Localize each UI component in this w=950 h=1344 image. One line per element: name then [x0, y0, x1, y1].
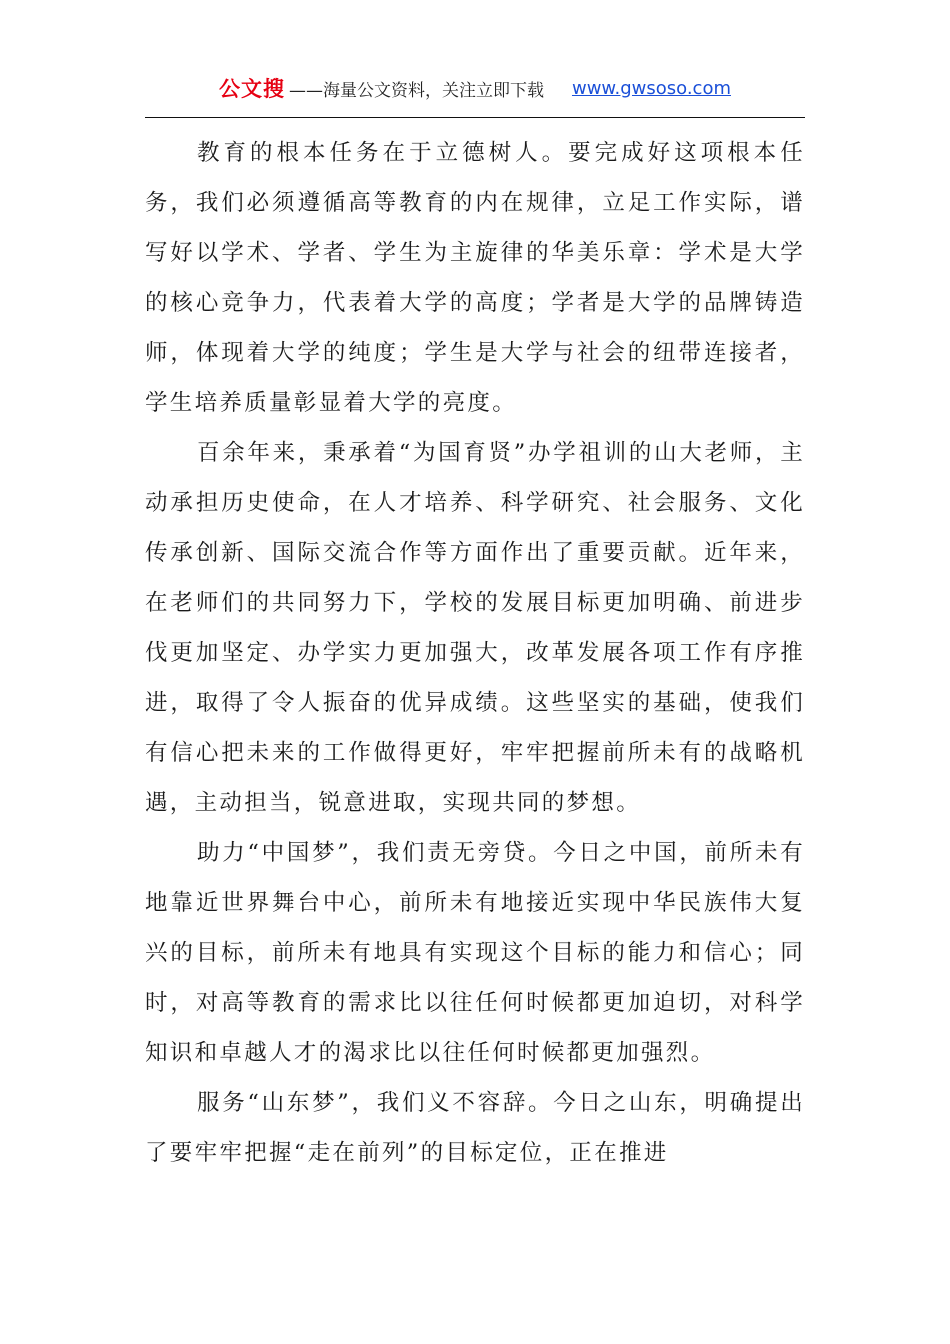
- paragraph-2: 百余年来，秉承着“为国育贤”办学祖训的山大老师，主动承担历史使命，在人才培养、科学研究、社会服务、文化传承创新、国际交流合作等方面作出了重要贡献。近年来，在老师们的共同努力下，学校的发展目标更加明确、前进步伐更加坚定、办学实力更加强大，改革发展各项工作有序推进，取得了令人振奋的优异成绩。这些坚实的基础，使我们有信心把未来的工作做得更好，牢牢把握前所未有的战略机遇，主动担当，锐意进取，实现共同的梦想。: [145, 440, 805, 816]
- brand-logo-text: 公文搜: [218, 77, 285, 101]
- header-divider: [145, 117, 805, 118]
- paragraph-1: 教育的根本任务在于立德树人。要完成好这项根本任务，我们必须遵循高等教育的内在规律，立足工作实际，谱写好以学术、学者、学生为主旋律的华美乐章：学术是大学的核心竞争力，代表着大学的高度；学者是大学的品牌铸造师，体现着大学的纯度；学生是大学与社会的纽带连接者，学生培养质量彰显着大学的亮度。: [145, 140, 805, 416]
- document-body: [145, 128, 805, 1178]
- header-tagline: ——海量公文资料，关注立即下载: [288, 80, 544, 101]
- page-header: [0, 68, 950, 108]
- paragraph-3: 助力“中国梦”，我们责无旁贷。今日之中国，前所未有地靠近世界舞台中心，前所未有地接近实现中华民族伟大复兴的目标，前所未有地具有实现这个目标的能力和信心；同时，对高等教育的需求比以往任何时候都更加迫切，对科学知识和卓越人才的渴求比以往任何时候都更加强烈。: [145, 840, 805, 1066]
- site-link[interactable]: www.gwsoso.com: [571, 77, 731, 99]
- paragraph-4: 服务“山东梦”，我们义不容辞。今日之山东，明确提出了要牢牢把握“走在前列”的目标定位，正在推进: [145, 1090, 805, 1166]
